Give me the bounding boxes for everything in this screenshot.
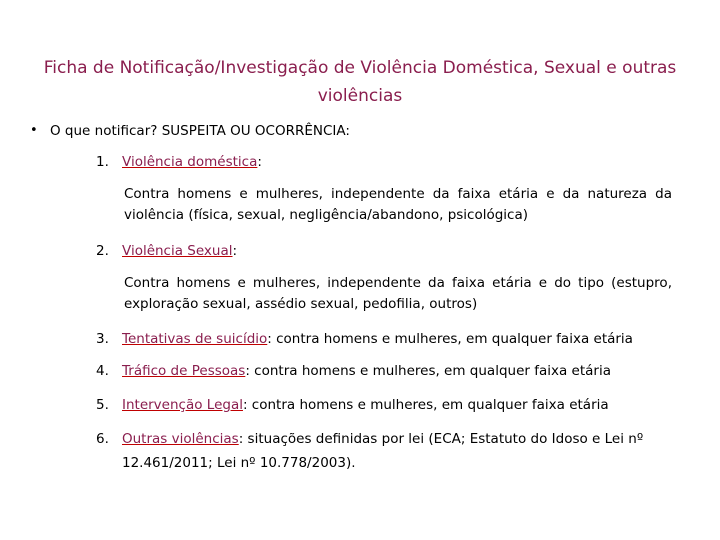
item-description-2: Contra homens e mulheres, independente da faixa etária e do tipo (estupro, exploração sexual, assédio sexual, pedofilia, outros) xyxy=(124,275,672,312)
item-number: 2. xyxy=(96,243,109,259)
bullet-icon: • xyxy=(30,123,38,138)
item-number: 3. xyxy=(96,331,109,347)
item-continuation-6: 12.461/2011; Lei nº 10.778/2003). xyxy=(122,455,356,471)
item-number: 1. xyxy=(96,154,109,170)
list-item-4 xyxy=(96,362,611,380)
item-text: : contra homens e mulheres, em qualquer faixa etária xyxy=(245,363,612,379)
item-label: Tentativas de suicídio xyxy=(122,331,268,347)
item-number: 6. xyxy=(96,431,109,447)
item-text: : contra homens e mulheres, em qualquer faixa etária xyxy=(242,397,609,413)
item-text: : situações definidas por lei (ECA; Estatuto do Idoso e Lei nº xyxy=(238,431,644,447)
list-item-5 xyxy=(96,396,609,414)
item-label: Outras violências xyxy=(122,431,239,447)
item-number: 5. xyxy=(96,397,109,413)
item-label: Tráfico de Pessoas xyxy=(122,363,246,379)
item-number: 4. xyxy=(96,363,109,379)
list-item-3 xyxy=(96,330,633,348)
item-text: : contra homens e mulheres, em qualquer faixa etária xyxy=(267,331,633,347)
item-label: Violência doméstica xyxy=(122,154,258,170)
item-text: : xyxy=(257,154,262,170)
item-label: Violência Sexual xyxy=(122,243,233,259)
item-label: Intervenção Legal xyxy=(122,397,243,413)
list-item-2 xyxy=(96,242,237,260)
item-text: : xyxy=(232,243,238,259)
list-item-1 xyxy=(96,153,262,171)
bullet-text: O que notificar? SUSPEITA OU OCORRÊNCIA: xyxy=(50,123,350,139)
slide-title: Ficha de Notificação/Investigação de Violência Doméstica, Sexual e outras violências xyxy=(43,58,677,106)
list-item-6 xyxy=(96,430,643,448)
item-description-1: Contra homens e mulheres, independente da faixa etária e da natureza da violência (física, sexual, negligência/abandono, psicológica) xyxy=(124,186,672,223)
